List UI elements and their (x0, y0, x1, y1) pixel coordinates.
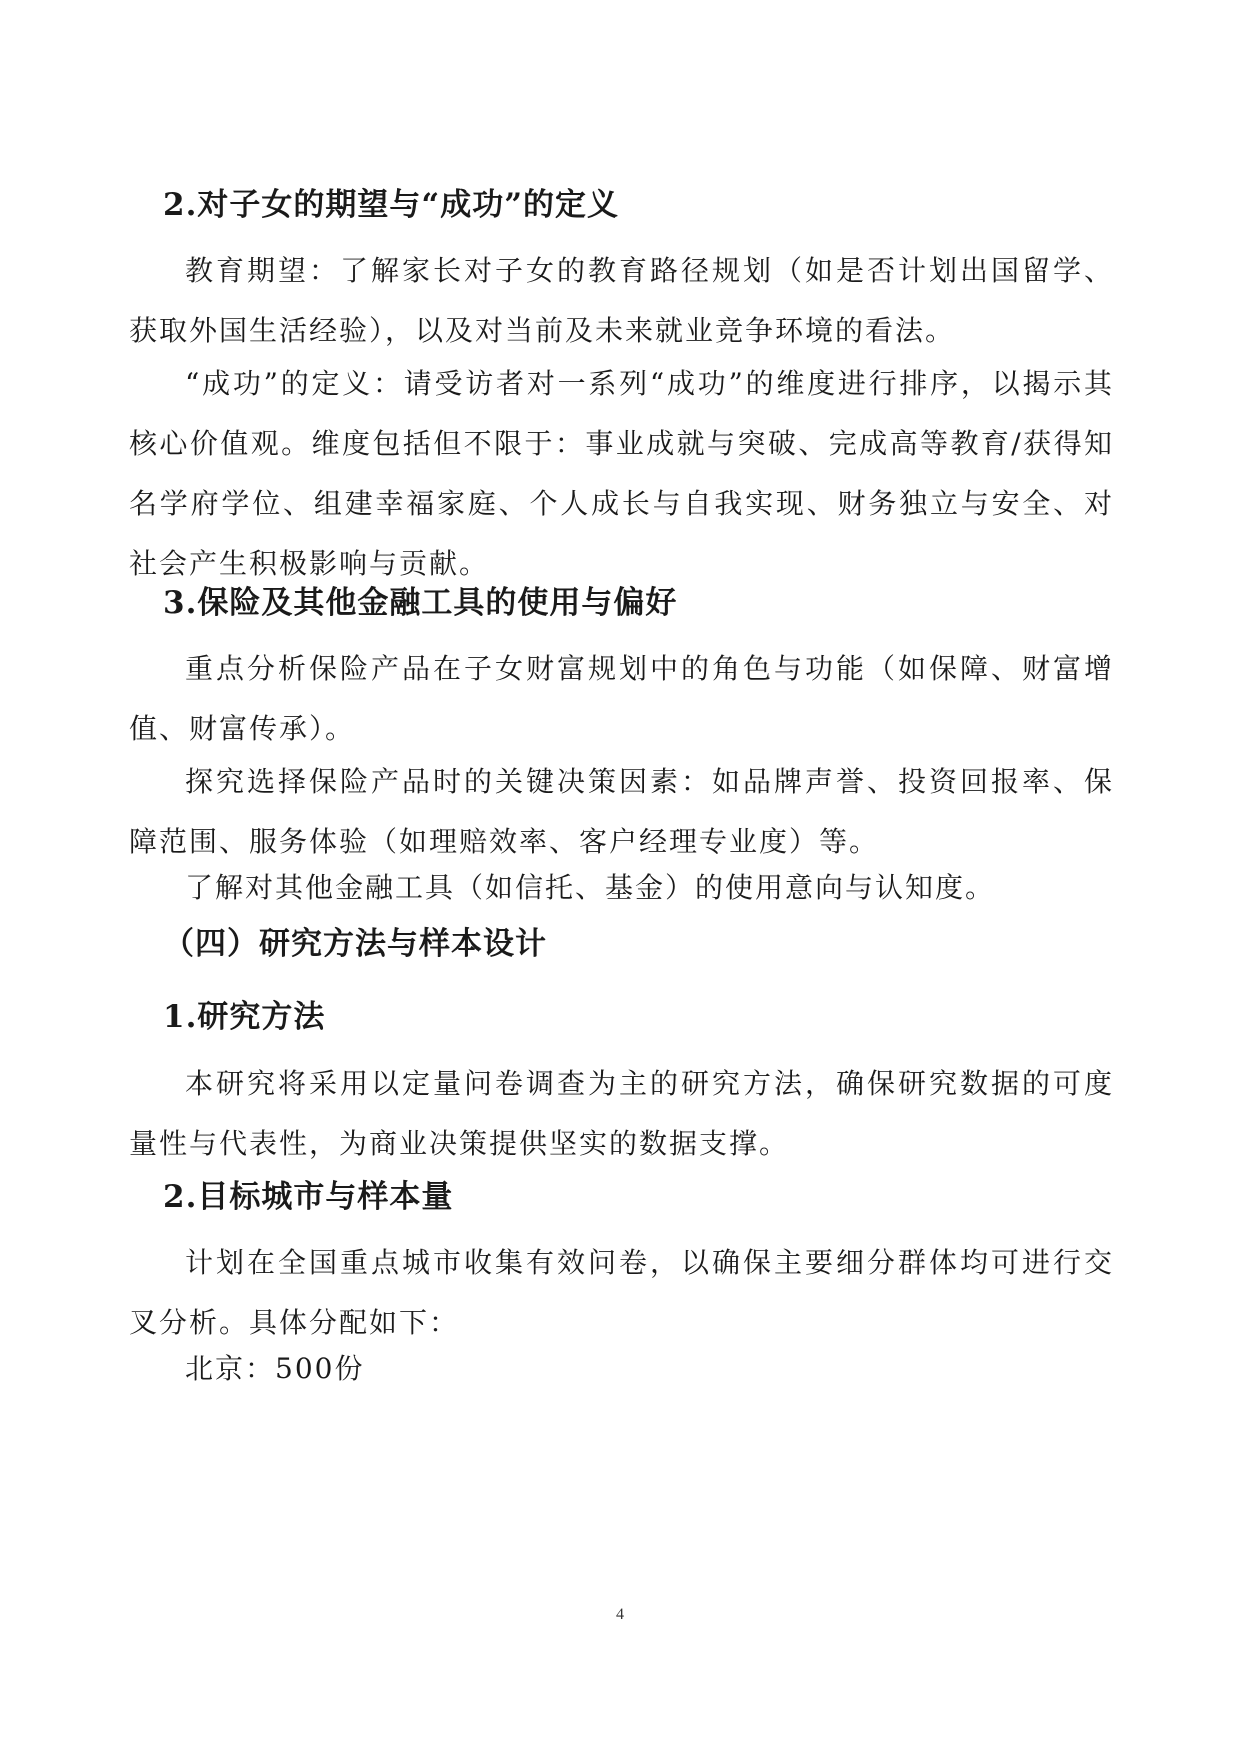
paragraph-target-cities: 计划在全国重点城市收集有效问卷，以确保主要细分群体均可进行交叉分析。具体分配如下： (129, 1246, 1114, 1339)
paragraph-insurance-factors: 探究选择保险产品时的关键决策因素：如品牌声誉、投资回报率、保障范围、服务体验（如理赔效率、客户经理专业度）等。 (129, 765, 1114, 858)
page-number: 4 (616, 1606, 624, 1623)
subheading-target-cities: 2.目标城市与样本量 (163, 1179, 454, 1215)
paragraph-insurance-role: 重点分析保险产品在子女财富规划中的角色与功能（如保障、财富增值、财富传承）。 (129, 652, 1114, 745)
section-heading-methods-and-sample: （四）研究方法与样本设计 (163, 926, 547, 962)
paragraph-education-expectation: 教育期望：了解家长对子女的教育路径规划（如是否计划出国留学、获取外国生活经验），以及对当前及未来就业竞争环境的看法。 (129, 254, 1114, 347)
paragraph-beijing-quota: 北京：500份 (185, 1352, 365, 1385)
subheading-research-methods: 1.研究方法 (163, 999, 326, 1035)
paragraph-other-financial-tools: 了解对其他金融工具（如信托、基金）的使用意向与认知度。 (185, 871, 996, 904)
subheading-insurance: 3.保险及其他金融工具的使用与偏好 (163, 585, 678, 621)
paragraph-research-methods: 本研究将采用以定量问卷调查为主的研究方法，确保研究数据的可度量性与代表性，为商业决策提供坚实的数据支撑。 (129, 1067, 1114, 1160)
paragraph-success-definition: “成功”的定义：请受访者对一系列“成功”的维度进行排序，以揭示其核心价值观。维度包括但不限于：事业成就与突破、完成高等教育/获得知名学府学位、组建幸福家庭、个人成长与自我实现、财务独立与安全、对社会产生积极影响与贡献。 (129, 367, 1114, 580)
subheading-expectations: 2.对子女的期望与“成功”的定义 (163, 187, 620, 223)
